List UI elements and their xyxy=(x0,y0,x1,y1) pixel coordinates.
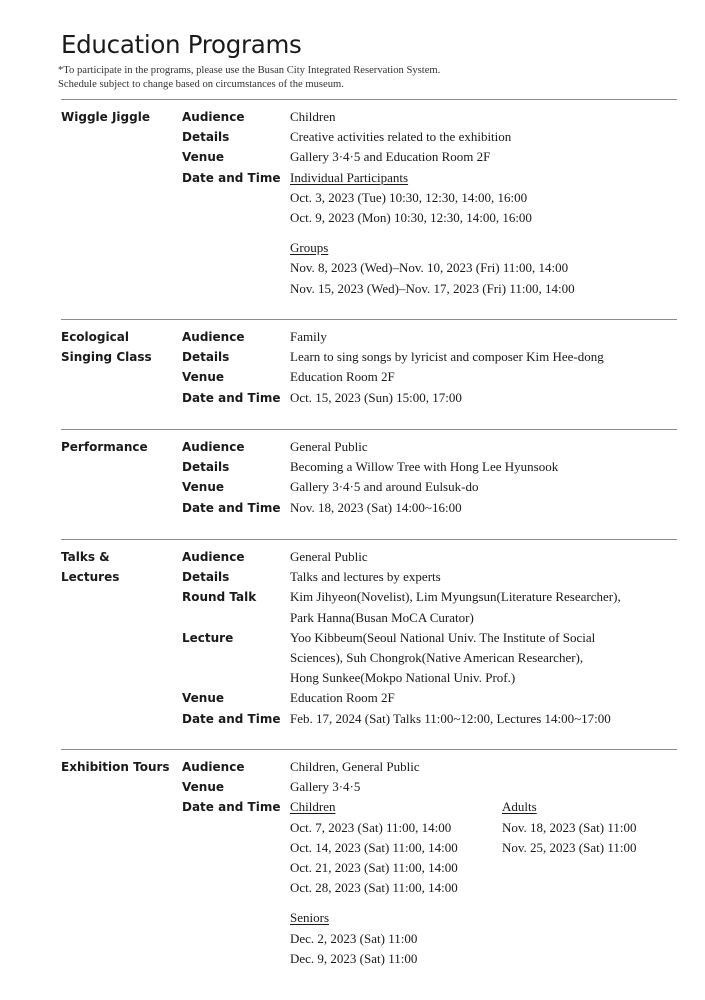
value-line: Education Room 2F xyxy=(290,369,395,385)
value-line: Sciences), Suh Chongrok(Native American Researcher), xyxy=(290,650,584,666)
field-row-details xyxy=(182,347,677,367)
document-page xyxy=(58,30,677,969)
field-label: Date and Time xyxy=(182,800,281,815)
program-name-line: Singing Class xyxy=(61,350,152,365)
program-fields xyxy=(182,327,677,429)
note-line: *To participate in the programs, please use the Busan City Integrated Reservation System. xyxy=(58,65,441,76)
schedule-line: Oct. 9, 2023 (Mon) 10:30, 12:30, 14:00, 16:00 xyxy=(290,210,532,226)
field-row-round-talk xyxy=(182,587,677,627)
value-line: Education Room 2F xyxy=(290,690,395,706)
field-row-audience xyxy=(182,757,677,777)
schedule-column xyxy=(502,797,636,969)
value-line: Family xyxy=(290,329,327,344)
schedule-line: Nov. 8, 2023 (Wed)–Nov. 10, 2023 (Fri) 11:00, 14:00 xyxy=(290,260,569,276)
value-line: Gallery 3·4·5 and Education Room 2F xyxy=(290,149,491,165)
field-label: Audience xyxy=(182,110,245,124)
field-label: Date and Time xyxy=(182,711,281,726)
value-line: Hong Sunkee(Mokpo National Univ. Prof.) xyxy=(290,670,516,686)
schedule-group-heading: Groups xyxy=(290,240,329,256)
field-row-details xyxy=(182,567,677,587)
field-row-date-and-time xyxy=(182,498,677,518)
program-wiggle-jiggle xyxy=(61,100,677,319)
field-row-lecture xyxy=(182,628,677,689)
value-line: Park Hanna(Busan MoCA Curator) xyxy=(290,609,474,625)
schedule-line: Oct. 3, 2023 (Tue) 10:30, 12:30, 14:00, 16:00 xyxy=(290,189,528,205)
program-name-line: Wiggle Jiggle xyxy=(61,110,150,124)
field-value xyxy=(290,168,677,299)
field-row-venue xyxy=(182,477,677,497)
field-value xyxy=(290,547,677,567)
field-row-audience xyxy=(182,547,677,567)
field-label: Audience xyxy=(182,330,245,344)
field-value xyxy=(290,327,677,347)
field-row-venue xyxy=(182,688,677,708)
schedule-columns xyxy=(290,797,677,969)
value-line: Creative activities related to the exhibition xyxy=(290,129,512,145)
program-name-line: Lectures xyxy=(61,570,120,585)
field-row-date-and-time xyxy=(182,797,677,969)
field-value xyxy=(290,709,677,729)
program-name xyxy=(61,547,182,749)
schedule-line: Dec. 2, 2023 (Sat) 11:00 xyxy=(290,930,418,946)
field-value xyxy=(290,107,677,127)
field-label: Venue xyxy=(182,370,224,385)
field-label: Round Talk xyxy=(182,590,257,605)
field-value xyxy=(290,147,677,167)
program-name-line: Exhibition Tours xyxy=(61,760,170,774)
field-row-date-and-time xyxy=(182,388,677,408)
field-label: Date and Time xyxy=(182,390,281,405)
program-name-line: Performance xyxy=(61,440,148,454)
field-label: Venue xyxy=(182,480,224,495)
field-value xyxy=(290,797,677,969)
program-name-line: Talks & xyxy=(61,550,110,564)
field-row-venue xyxy=(182,367,677,387)
group-spacer xyxy=(290,898,502,908)
field-value xyxy=(290,498,677,518)
field-label: Date and Time xyxy=(182,170,281,185)
program-name xyxy=(61,107,182,319)
program-fields xyxy=(182,107,677,319)
field-row-audience xyxy=(182,327,677,347)
program-fields xyxy=(182,757,677,969)
value-line: Oct. 15, 2023 (Sun) 15:00, 17:00 xyxy=(290,389,462,405)
schedule-line: Nov. 18, 2023 (Sat) 11:00 xyxy=(502,819,637,835)
value-line: Gallery 3·4·5 xyxy=(290,779,361,795)
program-name xyxy=(61,437,182,539)
field-value xyxy=(290,457,677,477)
value-line: Learn to sing songs by lyricist and composer Kim Hee-dong xyxy=(290,349,604,365)
field-value xyxy=(290,477,677,497)
program-fields xyxy=(182,437,677,539)
value-line: Becoming a Willow Tree with Hong Lee Hyunsook xyxy=(290,459,559,475)
value-line: Children, General Public xyxy=(290,759,420,774)
value-line: Gallery 3·4·5 and around Eulsuk-do xyxy=(290,479,479,495)
field-row-details xyxy=(182,457,677,477)
schedule-line: Oct. 14, 2023 (Sat) 11:00, 14:00 xyxy=(290,839,458,855)
schedule-line: Oct. 7, 2023 (Sat) 11:00, 14:00 xyxy=(290,819,452,835)
program-ecological-singing-class xyxy=(61,320,677,429)
schedule-column xyxy=(290,797,502,969)
value-line: Nov. 18, 2023 (Sat) 14:00~16:00 xyxy=(290,499,462,515)
program-fields xyxy=(182,547,677,749)
value-line: Talks and lectures by experts xyxy=(290,569,441,585)
field-label: Lecture xyxy=(182,630,234,645)
field-label: Audience xyxy=(182,550,245,564)
field-value xyxy=(290,757,677,777)
program-list xyxy=(61,99,677,969)
value-line: Kim Jihyeon(Novelist), Lim Myungsun(Literature Researcher), xyxy=(290,589,621,605)
field-value xyxy=(290,567,677,587)
value-line: Yoo Kibbeum(Seoul National Univ. The Institute of Social xyxy=(290,629,596,645)
reservation-note xyxy=(58,64,677,92)
field-value xyxy=(290,347,677,367)
program-performance xyxy=(61,430,677,539)
field-label: Details xyxy=(182,350,230,365)
program-name xyxy=(61,327,182,429)
field-row-date-and-time xyxy=(182,709,677,729)
schedule-line: Nov. 15, 2023 (Wed)–Nov. 17, 2023 (Fri) 11:00, 14:00 xyxy=(290,280,575,296)
schedule-group-heading: Children xyxy=(290,799,336,815)
field-row-venue xyxy=(182,147,677,167)
note-line: Schedule subject to change based on circumstances of the museum. xyxy=(58,79,344,90)
schedule-group-heading: Individual Participants xyxy=(290,169,409,185)
field-label: Details xyxy=(182,460,230,475)
group-spacer xyxy=(290,228,677,238)
field-label: Venue xyxy=(182,691,224,706)
page-title: Education Programs xyxy=(61,30,302,59)
field-value xyxy=(290,388,677,408)
schedule-group-heading: Seniors xyxy=(290,910,329,926)
value-line: Feb. 17, 2024 (Sat) Talks 11:00~12:00, Lectures 14:00~17:00 xyxy=(290,710,611,726)
schedule-line: Dec. 9, 2023 (Sat) 11:00 xyxy=(290,950,418,966)
field-row-venue xyxy=(182,777,677,797)
field-row-date-and-time xyxy=(182,168,677,299)
schedule-line: Oct. 28, 2023 (Sat) 11:00, 14:00 xyxy=(290,880,458,896)
field-row-audience xyxy=(182,107,677,127)
field-value xyxy=(290,587,677,627)
schedule-line: Nov. 25, 2023 (Sat) 11:00 xyxy=(502,839,637,855)
field-value xyxy=(290,688,677,708)
field-label: Details xyxy=(182,130,230,145)
program-name xyxy=(61,757,182,969)
field-value xyxy=(290,367,677,387)
field-label: Audience xyxy=(182,440,245,454)
field-value xyxy=(290,777,677,797)
program-name-line: Ecological xyxy=(61,330,129,344)
value-line: General Public xyxy=(290,439,368,454)
field-label: Venue xyxy=(182,150,224,165)
field-value xyxy=(290,628,677,689)
field-row-audience xyxy=(182,437,677,457)
field-label: Venue xyxy=(182,780,224,795)
value-line: Children xyxy=(290,109,336,124)
value-line: General Public xyxy=(290,549,368,564)
schedule-group-heading: Adults xyxy=(502,799,537,815)
field-value xyxy=(290,437,677,457)
field-row-details xyxy=(182,127,677,147)
field-value xyxy=(290,127,677,147)
field-label: Audience xyxy=(182,760,245,774)
schedule-line: Oct. 21, 2023 (Sat) 11:00, 14:00 xyxy=(290,860,458,876)
program-talks-lectures xyxy=(61,540,677,749)
field-label: Details xyxy=(182,570,230,585)
field-label: Date and Time xyxy=(182,500,281,515)
program-exhibition-tours xyxy=(61,750,677,969)
